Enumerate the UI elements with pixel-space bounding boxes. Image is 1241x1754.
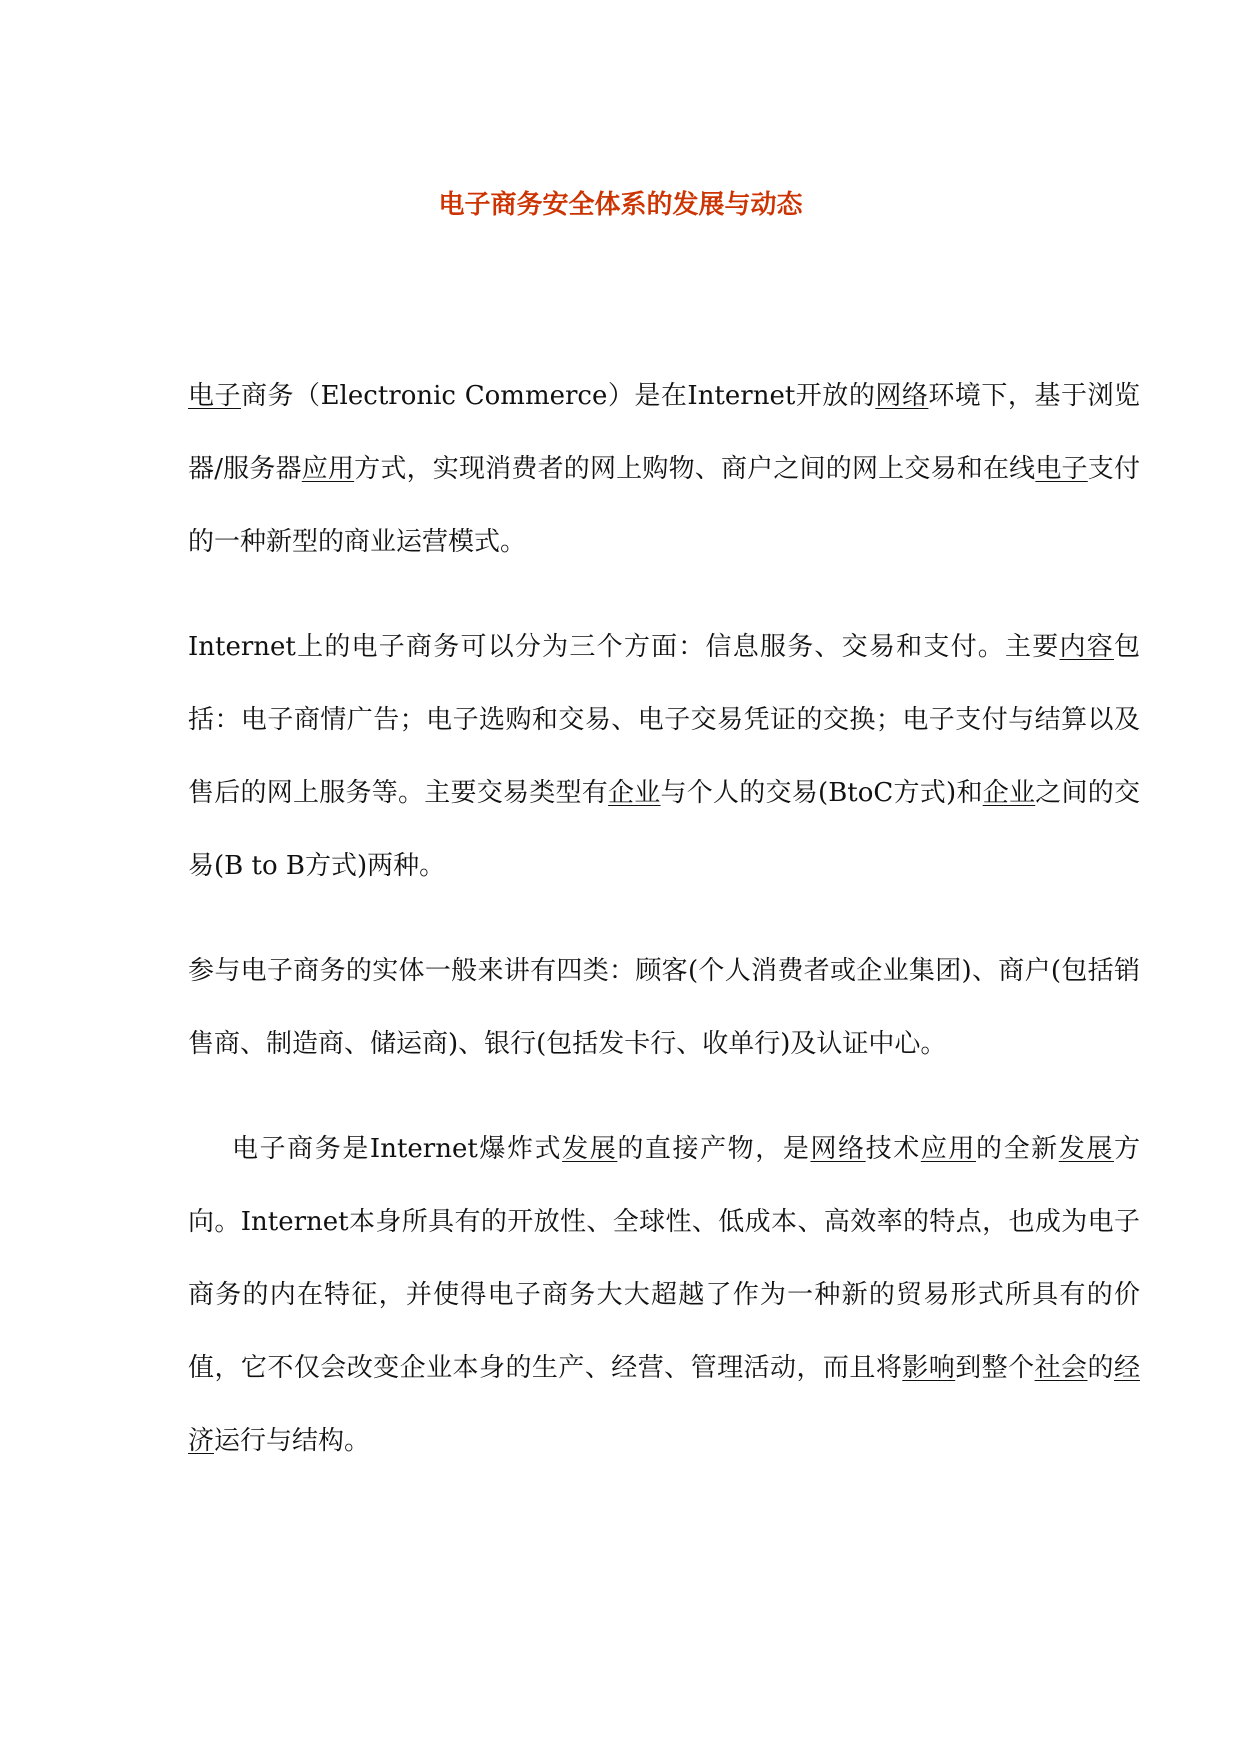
paragraph: [188, 1113, 1140, 1478]
paragraph: [188, 935, 1140, 1081]
text-run: Internet上的电子商务可以分为三个方面：信息服务、交易和支付。主要: [188, 632, 1060, 662]
text-run: 技术: [865, 1134, 921, 1164]
paragraph: [188, 611, 1140, 903]
text-run: 参与电子商务的实体一般来讲有四类：顾客(个人消费者或企业集团)、商户(包括销售商、制造商、储运商)、银行(包括发卡行、收单行)及认证中心。: [188, 956, 1140, 1059]
text-run: 到整个: [955, 1353, 1035, 1383]
text-run: 之间的交易(B to B方式)两种。: [188, 778, 1140, 881]
underlined-term: 社会: [1034, 1353, 1088, 1383]
text-run: 包括：电子商情广告；电子选购和交易、电子交易凭证的交换；电子支付与结算以及售后的网上服务等。主要交易类型有: [188, 632, 1140, 808]
text-run: 电子商务是Internet爆炸式: [232, 1134, 563, 1164]
document-title: 电子商务安全体系的发展与动态: [438, 190, 803, 220]
text-run: 方向。Internet本身所具有的开放性、全球性、低成本、高效率的特点，也成为电子商务的内在特征，并使得电子商务大大超越了作为一种新的贸易形式所具有的价值，它不仅会改变企业本身的生产、经营、管理活动，而且将: [188, 1134, 1140, 1383]
underlined-term: 企业: [608, 778, 661, 808]
text-run: 与个人的交易(BtoC方式)和: [660, 778, 983, 808]
paragraph: [188, 360, 1140, 579]
text-run: 运行与结构。: [214, 1426, 371, 1456]
text-run: 的全新: [976, 1134, 1059, 1164]
underlined-term: 应用: [920, 1134, 976, 1164]
underlined-term: 企业: [982, 778, 1036, 808]
text-run: 的: [1087, 1353, 1114, 1383]
text-run: 商务（Electronic Commerce）是在Internet开放的: [241, 381, 876, 411]
underlined-term: 发展: [562, 1134, 618, 1164]
underlined-term: 电子: [1035, 454, 1088, 484]
underlined-term: 发展: [1058, 1134, 1114, 1164]
text-run: 环境下，基于浏览器/服务器: [188, 381, 1140, 484]
underlined-term: 电子: [188, 381, 242, 411]
text-run: 方式，实现消费者的网上购物、商户之间的网上交易和在线: [354, 454, 1036, 484]
underlined-term: 内容: [1059, 632, 1114, 662]
underlined-term: 网络: [875, 381, 929, 411]
underlined-term: 影响: [902, 1353, 956, 1383]
text-run: 支付的一种新型的商业运营模式。: [188, 454, 1140, 557]
underlined-term: 应用: [301, 454, 355, 484]
underlined-term: 经济: [188, 1353, 1140, 1456]
underlined-term: 网络: [810, 1134, 866, 1164]
document-body: [188, 360, 1140, 1510]
text-run: 的直接产物，是: [617, 1134, 811, 1164]
